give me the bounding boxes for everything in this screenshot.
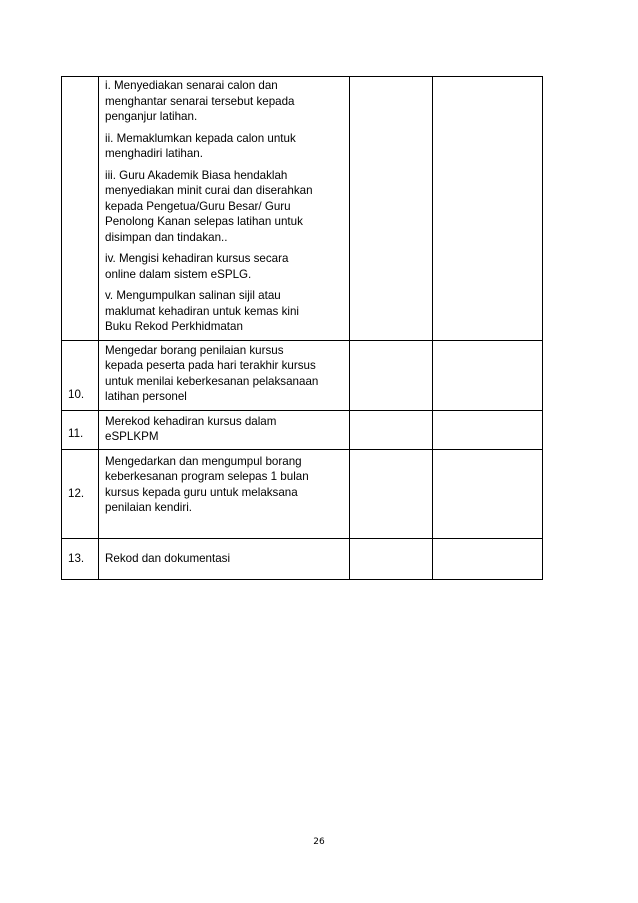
- item-number-cell: [62, 410, 99, 449]
- item-description-cell: [99, 410, 350, 449]
- item-number: 13.: [68, 551, 85, 565]
- item-step-text: Merekod kehadiran kursus dalam eSPLKPM: [105, 414, 277, 443]
- item-number-cell: [62, 449, 99, 538]
- item-step-text: Rekod dan dokumentasi: [105, 551, 231, 565]
- task-checklist-table: [61, 76, 543, 580]
- empty-remarks-cell: [433, 449, 543, 538]
- table-row: [62, 538, 543, 579]
- item-step-text: Mengedarkan dan mengumpul borang keberkesanan program selepas 1 bulan kursus kepada guru untuk melaksana penilaian kendiri.: [105, 454, 309, 514]
- table-row: [62, 340, 543, 410]
- item-number-cell: [62, 340, 99, 410]
- empty-remarks-cell: [433, 410, 543, 449]
- item-number: 10.: [68, 388, 85, 401]
- item-step-text: iv. Mengisi kehadiran kursus secara online dalam sistem eSPLG.: [105, 252, 289, 281]
- empty-check-cell: [350, 449, 433, 538]
- item-step-text: i. Menyediakan senarai calon dan menghantar senarai tersebut kepada penganjur latihan.: [105, 79, 295, 123]
- item-number: 11.: [68, 427, 84, 440]
- empty-check-cell: [350, 410, 433, 449]
- item-number-cell: [62, 538, 99, 579]
- item-step-text: Mengedar borang penilaian kursus kepada peserta pada hari terakhir kursus untuk menilai keberkesanan pelaksanaan latihan personel: [105, 343, 319, 403]
- empty-remarks-cell: [433, 538, 543, 579]
- item-description-cell: [99, 449, 350, 538]
- table-row: [62, 77, 543, 341]
- table-row: [62, 449, 543, 538]
- item-description-cell: [99, 77, 350, 341]
- item-number-cell: [62, 77, 99, 341]
- item-description-cell: [99, 538, 350, 579]
- item-step-text: ii. Memaklumkan kepada calon untuk menghadiri latihan.: [105, 131, 296, 160]
- empty-remarks-cell: [433, 340, 543, 410]
- empty-check-cell: [350, 77, 433, 341]
- item-step-text: iii. Guru Akademik Biasa hendaklah menyediakan minit curai dan diserahkan kepada Pengetua/Guru Besar/ Guru Penolong Kanan selepas latihan untuk disimpan dan tindakan..: [105, 168, 313, 244]
- page-number: 26: [313, 837, 325, 847]
- item-number: 12.: [68, 486, 85, 500]
- empty-remarks-cell: [433, 77, 543, 341]
- table-row: [62, 410, 543, 449]
- empty-check-cell: [350, 340, 433, 410]
- item-step-text: v. Mengumpulkan salinan sijil atau maklumat kehadiran untuk kemas kini Buku Rekod Perkhidmatan: [105, 289, 299, 333]
- item-description-cell: [99, 340, 350, 410]
- empty-check-cell: [350, 538, 433, 579]
